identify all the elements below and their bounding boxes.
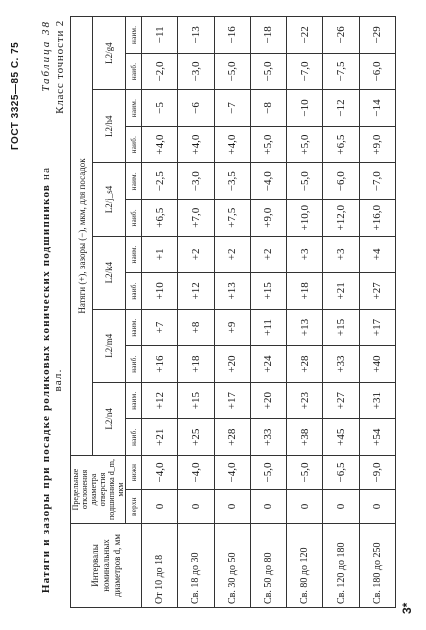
value-cell: +7,5 (214, 199, 250, 236)
table-row (214, 17, 250, 608)
value-cell: +33 (323, 346, 359, 383)
max-subheader: наиб. (126, 419, 142, 456)
max-subheader: наиб. (126, 53, 142, 90)
value-cell: −18 (250, 17, 286, 54)
value-cell: −29 (359, 17, 395, 54)
value-cell: +7 (142, 309, 178, 346)
max-subheader: наиб. (126, 273, 142, 310)
fit-header: L2/g4 (93, 17, 126, 90)
fit-header: L2/k4 (93, 236, 126, 309)
value-cell: +28 (214, 419, 250, 456)
value-cell: +15 (250, 273, 286, 310)
min-subheader: наим. (126, 382, 142, 419)
value-cell: −12 (323, 90, 359, 127)
value-cell: +6,5 (323, 126, 359, 163)
value-cell: −13 (178, 17, 214, 54)
deviation-lower-cell: −5,0 (250, 456, 286, 490)
value-cell: −16 (214, 17, 250, 54)
value-cell: +45 (323, 419, 359, 456)
value-cell: −7,0 (359, 163, 395, 200)
value-cell: +2 (178, 236, 214, 273)
fits-group-header: Натяги (+), зазоры (−), мкм, для посадок (71, 17, 93, 456)
interval-header: Интервалы номинальных диаметров d, мм (71, 524, 142, 608)
table-row (142, 17, 178, 608)
value-cell: −8 (250, 90, 286, 127)
value-cell: +17 (214, 382, 250, 419)
value-cell: +5,0 (287, 126, 323, 163)
value-cell: −4,0 (250, 163, 286, 200)
table-row (250, 17, 286, 608)
deviation-upper-cell: 0 (178, 490, 214, 524)
value-cell: +2 (250, 236, 286, 273)
value-cell: −5 (142, 90, 178, 127)
interval-cell: Св. 120 до 180 (323, 524, 359, 608)
deviation-upper-cell: 0 (287, 490, 323, 524)
deviation-header: Предельные отклонения диаметра отверстия подшипника d_m, мкм (71, 456, 126, 524)
max-subheader: наиб. (126, 346, 142, 383)
value-cell: −5,0 (250, 53, 286, 90)
value-cell: +4,0 (142, 126, 178, 163)
value-cell: +4 (359, 236, 395, 273)
interval-cell: Св. 180 до 250 (359, 524, 395, 608)
value-cell: +7,0 (178, 199, 214, 236)
interval-cell: Св. 80 до 120 (287, 524, 323, 608)
table-row (287, 17, 323, 608)
min-subheader: наим. (126, 236, 142, 273)
deviation-upper-cell: 0 (214, 490, 250, 524)
value-cell: −6,0 (323, 163, 359, 200)
max-subheader: наиб. (126, 126, 142, 163)
value-cell: −14 (359, 90, 395, 127)
value-cell: +9,0 (359, 126, 395, 163)
deviation-upper-header: верхн (126, 490, 142, 524)
value-cell: −7,5 (323, 53, 359, 90)
deviation-lower-cell: −9,0 (359, 456, 395, 490)
value-cell: +15 (323, 309, 359, 346)
value-cell: +2 (214, 236, 250, 273)
deviation-lower-cell: −4,0 (178, 456, 214, 490)
deviation-lower-header: нижн (126, 456, 142, 490)
interval-cell: Св. 30 до 50 (214, 524, 250, 608)
value-cell: +40 (359, 346, 395, 383)
value-cell: +15 (178, 382, 214, 419)
value-cell: +31 (359, 382, 395, 419)
value-cell: +6,5 (142, 199, 178, 236)
value-cell: +10,0 (287, 199, 323, 236)
deviation-lower-cell: −5,0 (287, 456, 323, 490)
min-subheader: наим. (126, 90, 142, 127)
value-cell: +12,0 (323, 199, 359, 236)
value-cell: +3 (323, 236, 359, 273)
value-cell: +17 (359, 309, 395, 346)
table-number: Таблица 38 (40, 20, 52, 92)
table-title-tail: на вал. (40, 166, 64, 392)
value-cell: +28 (287, 346, 323, 383)
min-subheader: наим. (126, 17, 142, 54)
fit-header: L2/j_s4 (93, 163, 126, 236)
value-cell: +24 (250, 346, 286, 383)
value-cell: +13 (287, 309, 323, 346)
fit-header: L2/n4 (93, 382, 126, 455)
value-cell: −26 (323, 17, 359, 54)
value-cell: +1 (142, 236, 178, 273)
value-cell: −3,0 (178, 53, 214, 90)
value-cell: +16 (142, 346, 178, 383)
value-cell: −11 (142, 17, 178, 54)
value-cell: −7 (214, 90, 250, 127)
deviation-upper-cell: 0 (142, 490, 178, 524)
fit-header: L2/m4 (93, 309, 126, 382)
value-cell: +9,0 (250, 199, 286, 236)
value-cell: +10 (142, 273, 178, 310)
value-cell: −2,0 (142, 53, 178, 90)
value-cell: +12 (142, 382, 178, 419)
value-cell: +13 (214, 273, 250, 310)
standard-number: ГОСТ 3325—85 С. 75 (10, 41, 21, 150)
table-row (323, 17, 359, 608)
value-cell: −5,0 (287, 163, 323, 200)
value-cell: +18 (178, 346, 214, 383)
page-number: 3* (400, 602, 414, 614)
value-cell: +38 (287, 419, 323, 456)
max-subheader: наиб. (126, 199, 142, 236)
value-cell: +20 (250, 382, 286, 419)
deviation-lower-cell: −4,0 (214, 456, 250, 490)
value-cell: +5,0 (250, 126, 286, 163)
value-cell: +27 (359, 273, 395, 310)
value-cell: +18 (287, 273, 323, 310)
value-cell: −3,5 (214, 163, 250, 200)
value-cell: +23 (287, 382, 323, 419)
fits-table (70, 16, 396, 608)
value-cell: −6,0 (359, 53, 395, 90)
table-title-main: Натяги и зазоры при посадке роликовых конических подшипников (40, 183, 52, 594)
deviation-lower-cell: −6,5 (323, 456, 359, 490)
min-subheader: наим. (126, 163, 142, 200)
value-cell: +16,0 (359, 199, 395, 236)
deviation-lower-cell: −4,0 (142, 456, 178, 490)
deviation-upper-cell: 0 (323, 490, 359, 524)
interval-cell: Св. 50 до 80 (250, 524, 286, 608)
fit-header: L2/h4 (93, 90, 126, 163)
interval-cell: От 10 до 18 (142, 524, 178, 608)
table-row (178, 17, 214, 608)
value-cell: +8 (178, 309, 214, 346)
accuracy-class: Класс точности 2 (54, 20, 66, 114)
value-cell: +27 (323, 382, 359, 419)
table-row (359, 17, 395, 608)
value-cell: −22 (287, 17, 323, 54)
value-cell: +9 (214, 309, 250, 346)
value-cell: −5,0 (214, 53, 250, 90)
interval-cell: Св. 18 до 30 (178, 524, 214, 608)
value-cell: −7,0 (287, 53, 323, 90)
value-cell: −3,0 (178, 163, 214, 200)
value-cell: +3 (287, 236, 323, 273)
value-cell: +21 (323, 273, 359, 310)
deviation-upper-cell: 0 (359, 490, 395, 524)
value-cell: −2,5 (142, 163, 178, 200)
value-cell: +4,0 (178, 126, 214, 163)
deviation-upper-cell: 0 (250, 490, 286, 524)
value-cell: +4,0 (214, 126, 250, 163)
value-cell: −10 (287, 90, 323, 127)
value-cell: +12 (178, 273, 214, 310)
table-title (40, 160, 64, 600)
value-cell: −6 (178, 90, 214, 127)
min-subheader: наим. (126, 309, 142, 346)
value-cell: +33 (250, 419, 286, 456)
value-cell: +21 (142, 419, 178, 456)
value-cell: +11 (250, 309, 286, 346)
value-cell: +20 (214, 346, 250, 383)
value-cell: +25 (178, 419, 214, 456)
value-cell: +54 (359, 419, 395, 456)
